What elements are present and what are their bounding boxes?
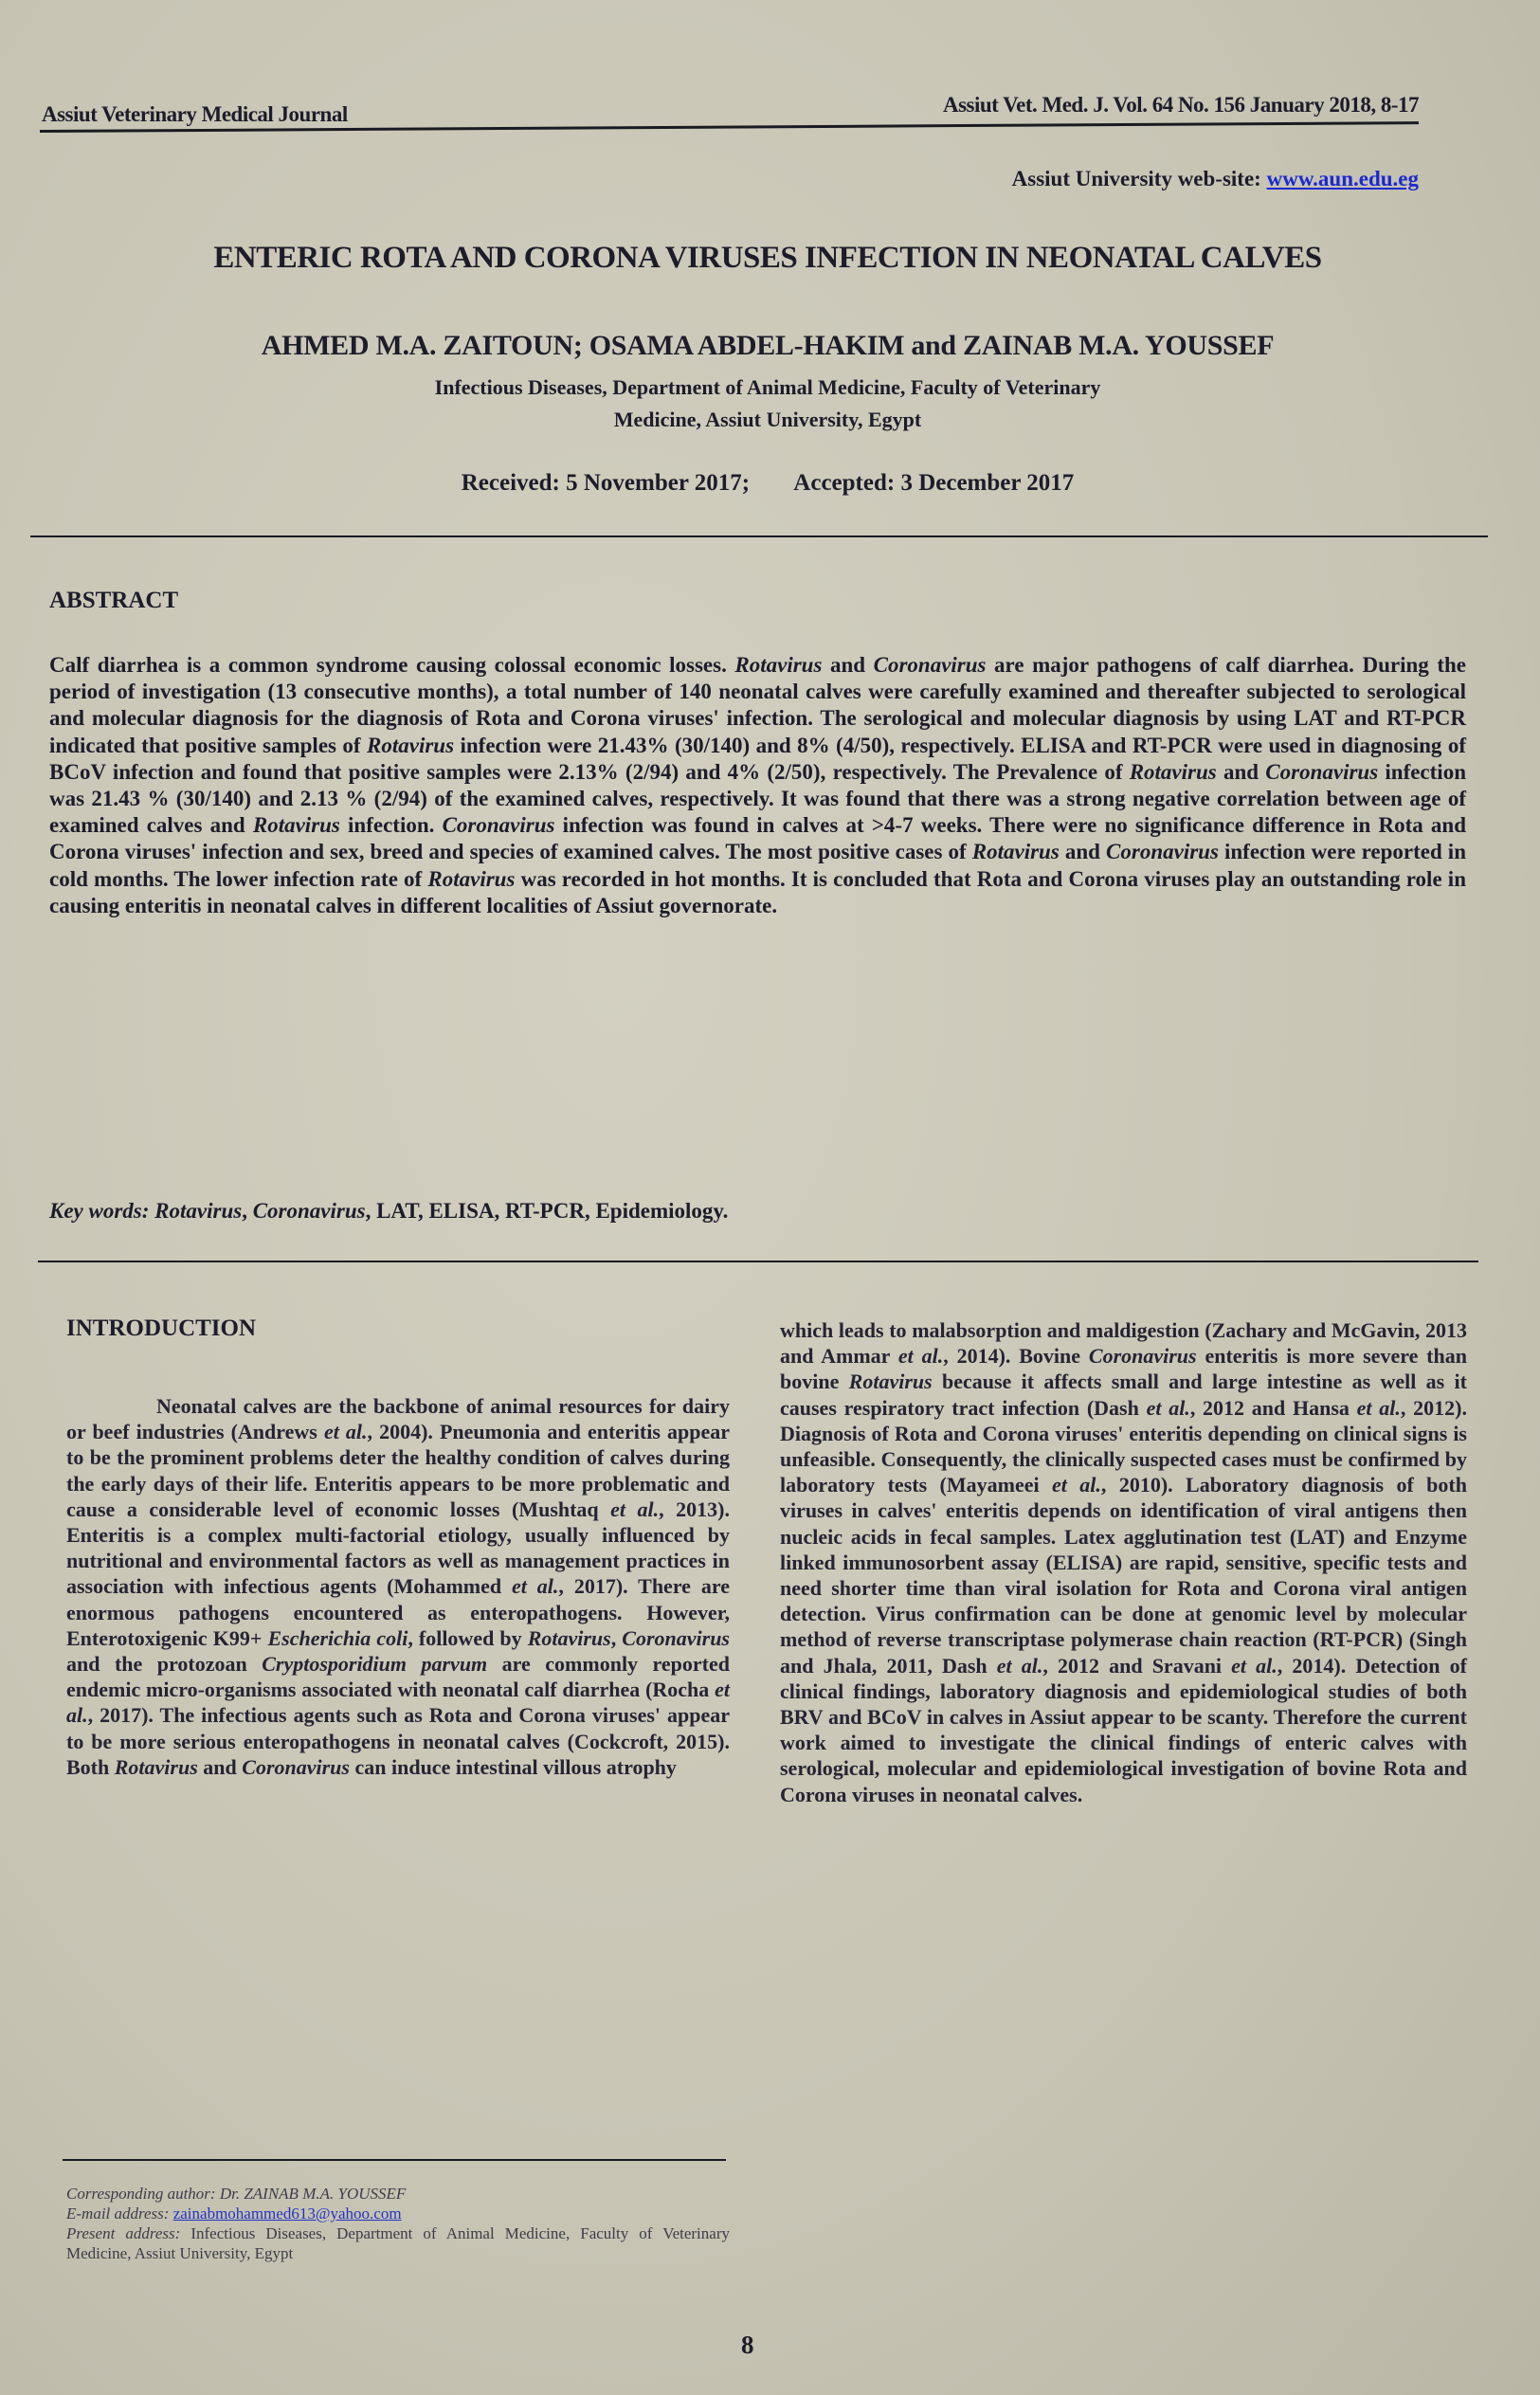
- introduction-column-right: which leads to malabsorption and maldigestion (Zachary and McGavin, 2013 and Ammar et al., 2014). Bovine Coronavirus enteritis is more severe than bovine Rotavirus because it affects small and large intestine as well as it causes respiratory tract infection (Dash et al., 2012 and Hansa et al., 2012). Diagnosis of Rota and Corona viruses' enteritis depending on clinical signs is unfeasible. Consequently, the clinically suspected cases must be confirmed by laboratory tests (Mayameei et al., 2010). Laboratory diagnosis of both viruses in calves' enteritis depends on identification of viral antigens then nucleic acids in fecal samples. Latex agglutination test (LAT) and Enzyme linked immunosorbent assay (ELISA) are rapid, sensitive, specific tests and need shorter time than viral isolation for Rota and Corona viral antigen detection. Virus confirmation can be done at genomic level by molecular method of reverse transcriptase polymerase chain reaction (RT-PCR) (Singh and Jhala, 2011, Dash et al., 2012 and Sravani et al., 2014). Detection of clinical findings, laboratory diagnosis and epidemiological studies of both BRV and BCoV in calves in Assiut appear to be scanty. Therefore the current work aimed to investigate the clinical findings of enteric calves with serological, molecular and epidemiological investigation of bovine Rota and Corona viruses in neonatal calves.: [780, 1318, 1467, 1806]
- email-label: E-mail address:: [66, 2204, 170, 2223]
- author-affiliation: [284, 372, 1251, 436]
- introduction-heading: INTRODUCTION: [66, 1315, 257, 1341]
- abstract-heading: ABSTRACT: [49, 588, 179, 613]
- website-label: Assiut University web-site:: [1011, 167, 1261, 191]
- introduction-column-left: Neonatal calves are the backbone of animal resources for dairy or beef industries (Andrews et al., 2004). Pneumonia and enteritis appear to be the prominent problems deter the healthy condition of calves during the early days of their life. Enteritis appears to be more problematic and cause a considerable level of economic losses (Mushtaq et al., 2013). Enteritis is a complex multi-factorial etiology, usually influenced by nutritional and environmental factors as well as management practices in association with infectious agents (Mohammed et al., 2017). There are enormous pathogens encountered as enteropathogens. However, Enterotoxigenic K99+ Escherichia coli, followed by Rotavirus, Coronavirus and the protozoan Cryptosporidium parvum are commonly reported endemic micro-organisms associated with neonatal calf diarrhea (Rocha et al., 2017). The infectious agents such as Rota and Corona viruses' appear to be more serious enteropathogens in neonatal calves (Cockcroft, 2015). Both Rotavirus and Coronavirus can induce intestinal villous atrophy: [66, 1394, 731, 1779]
- present-address-label: Present address:: [66, 2224, 181, 2242]
- corresponding-author: Corresponding author: Dr. ZAINAB M.A. YOUSSEF: [66, 2185, 407, 2203]
- section-divider: [30, 535, 1488, 537]
- email-link[interactable]: zainabmohammed613@yahoo.com: [172, 2204, 402, 2223]
- article-title: ENTERIC ROTA AND CORONA VIRUSES INFECTION IN NEONATAL CALVES: [213, 241, 1322, 275]
- keywords: Key words: Rotavirus, Coronavirus, LAT, ELISA, RT-PCR, Epidemiology.: [49, 1199, 729, 1223]
- abstract-body: Calf diarrhea is a common syndrome causing colossal economic losses. Rotavirus and Coronavirus are major pathogens of calf diarrhea. During the period of investigation (13 consecutive months), a total number of 140 neonatal calves were carefully examined and thereafter subjected to serological and molecular diagnosis for the diagnosis of Rota and Corona viruses' infection. The serological and molecular diagnosis by using LAT and RT-PCR indicated that positive samples of Rotavirus infection were 21.43% (30/140) and 8% (4/50), respectively. ELISA and RT-PCR were used in diagnosing of BCoV infection and found that positive samples were 2.13% (2/94) and 4% (2/50), respectively. The Prevalence of Rotavirus and Coronavirus infection was 21.43 % (30/140) and 2.13 % (2/94) of the examined calves, respectively. It was found that there was a strong negative correlation between age of examined calves and Rotavirus infection. Coronavirus infection was found in calves at >4-7 weeks. There were no significance difference in Rota and Corona viruses' infection and sex, breed and species of examined calves. The most positive cases of Rotavirus and Coronavirus infection were reported in cold months. The lower infection rate of Rotavirus was recorded in hot months. It is concluded that Rota and Corona viruses play an outstanding role in causing enteritis in neonatal calves in different localities of Assiut governorate.: [49, 653, 1466, 917]
- journal-name: Assiut Veterinary Medical Journal: [42, 102, 348, 126]
- article-authors: AHMED M.A. ZAITOUN; OSAMA ABDEL-HAKIM and ZAINAB M.A. YOUSSEF: [261, 330, 1275, 361]
- footnote: [66, 2184, 730, 2263]
- website-line: [1012, 167, 1419, 191]
- section-divider: [38, 1261, 1478, 1262]
- website-link[interactable]: www.aun.edu.eg: [1266, 167, 1419, 191]
- article-dates: [284, 470, 1251, 497]
- footnote-divider: [63, 2159, 726, 2161]
- affiliation-line: Infectious Diseases, Department of Animal Medicine, Faculty of Veterinary: [434, 375, 1101, 399]
- affiliation-line: Medicine, Assiut University, Egypt: [613, 408, 922, 431]
- keywords-label: Key words:: [49, 1199, 150, 1223]
- page-number: 8: [741, 2331, 754, 2359]
- journal-citation: Assiut Vet. Med. J. Vol. 64 No. 156 January 2018, 8-17: [942, 93, 1419, 117]
- present-address: Infectious Diseases, Department of Animal Medicine, Faculty of Veterinary Medicine, Assiut University, Egypt: [66, 2224, 730, 2262]
- accepted-date: Accepted: 3 December 2017: [793, 470, 1075, 496]
- received-date: Received: 5 November 2017;: [461, 470, 751, 496]
